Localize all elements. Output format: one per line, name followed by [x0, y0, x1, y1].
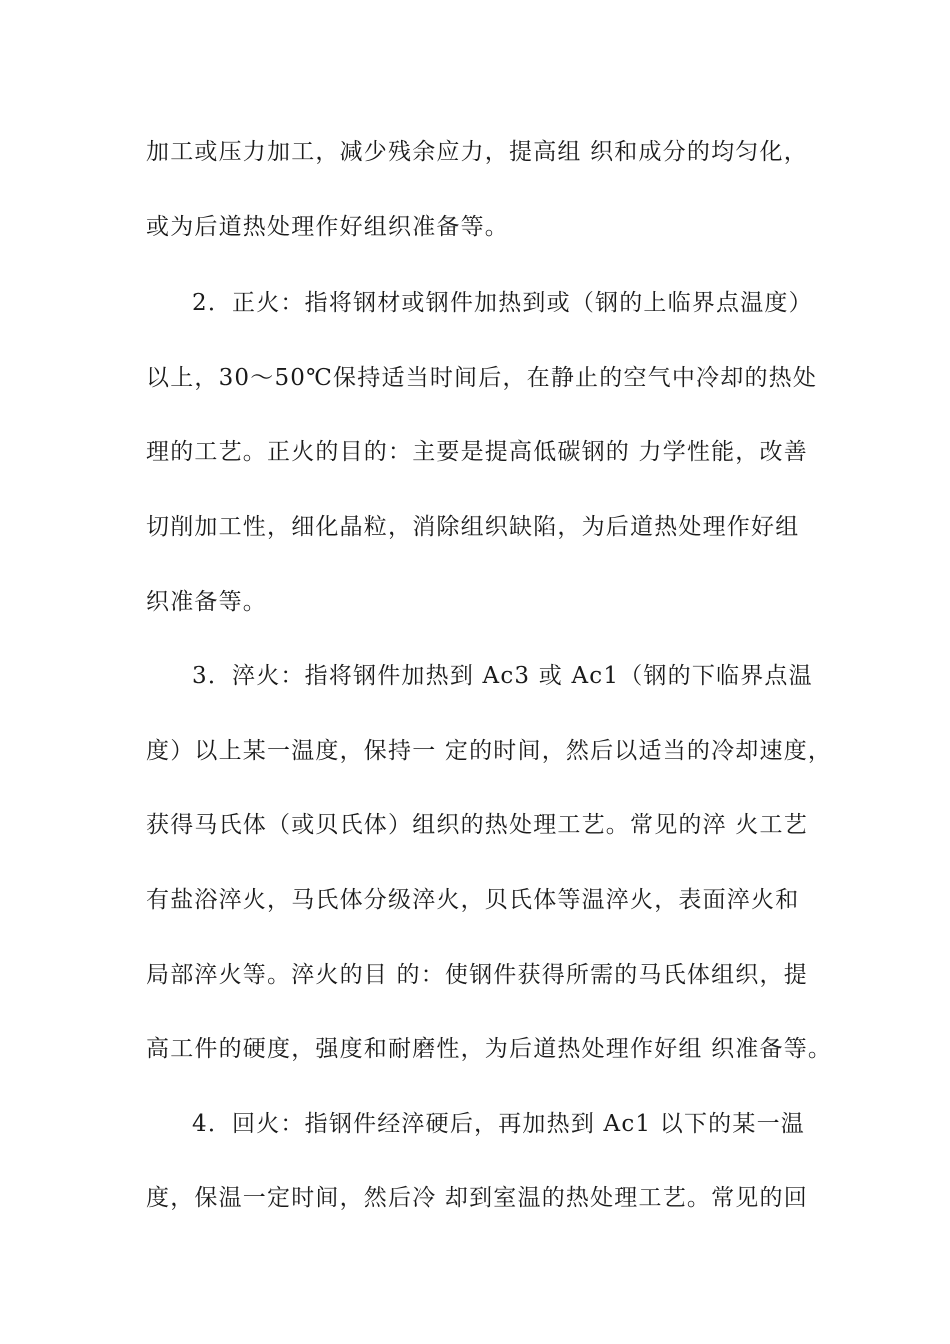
text-line: 有盐浴淬火，马氏体分级淬火，贝氏体等温淬火，表面淬火和 [146, 887, 800, 913]
paragraph-start-line: 3．淬火：指将钢件加热到 Ac3 或 Ac1（钢的下临界点温 [192, 663, 813, 689]
text-line: 高工件的硬度，强度和耐磨性，为后道热处理作好组 织准备等。 [146, 1036, 833, 1062]
text-line: 以上，30～50℃保持适当时间后，在静止的空气中冷却的热处 [146, 365, 818, 391]
text-line: 度）以上某一温度，保持一 定的时间，然后以适当的冷却速度， [146, 738, 833, 764]
text-line: 局部淬火等。淬火的目 的：使钢件获得所需的马氏体组织，提 [146, 962, 808, 988]
text-line: 切削加工性，细化晶粒，消除组织缺陷，为后道热处理作好组 [146, 514, 800, 540]
text-line: 度，保温一定时间，然后冷 却到室温的热处理工艺。常见的回 [146, 1185, 808, 1211]
text-line: 获得马氏体（或贝氏体）组织的热处理工艺。常见的淬 火工艺 [146, 812, 808, 838]
text-line: 理的工艺。正火的目的：主要是提高低碳钢的 力学性能，改善 [146, 439, 808, 465]
text-line: 加工或压力加工，减少残余应力，提高组 织和成分的均匀化， [146, 139, 808, 165]
text-line: 织准备等。 [146, 589, 267, 615]
text-line: 或为后道热处理作好组织准备等。 [146, 214, 509, 240]
paragraph-start-line: 4．回火：指钢件经淬硬后，再加热到 Ac1 以下的某一温 [192, 1111, 805, 1137]
paragraph-start-line: 2．正火：指将钢材或钢件加热到或（钢的上临界点温度） [192, 290, 813, 316]
